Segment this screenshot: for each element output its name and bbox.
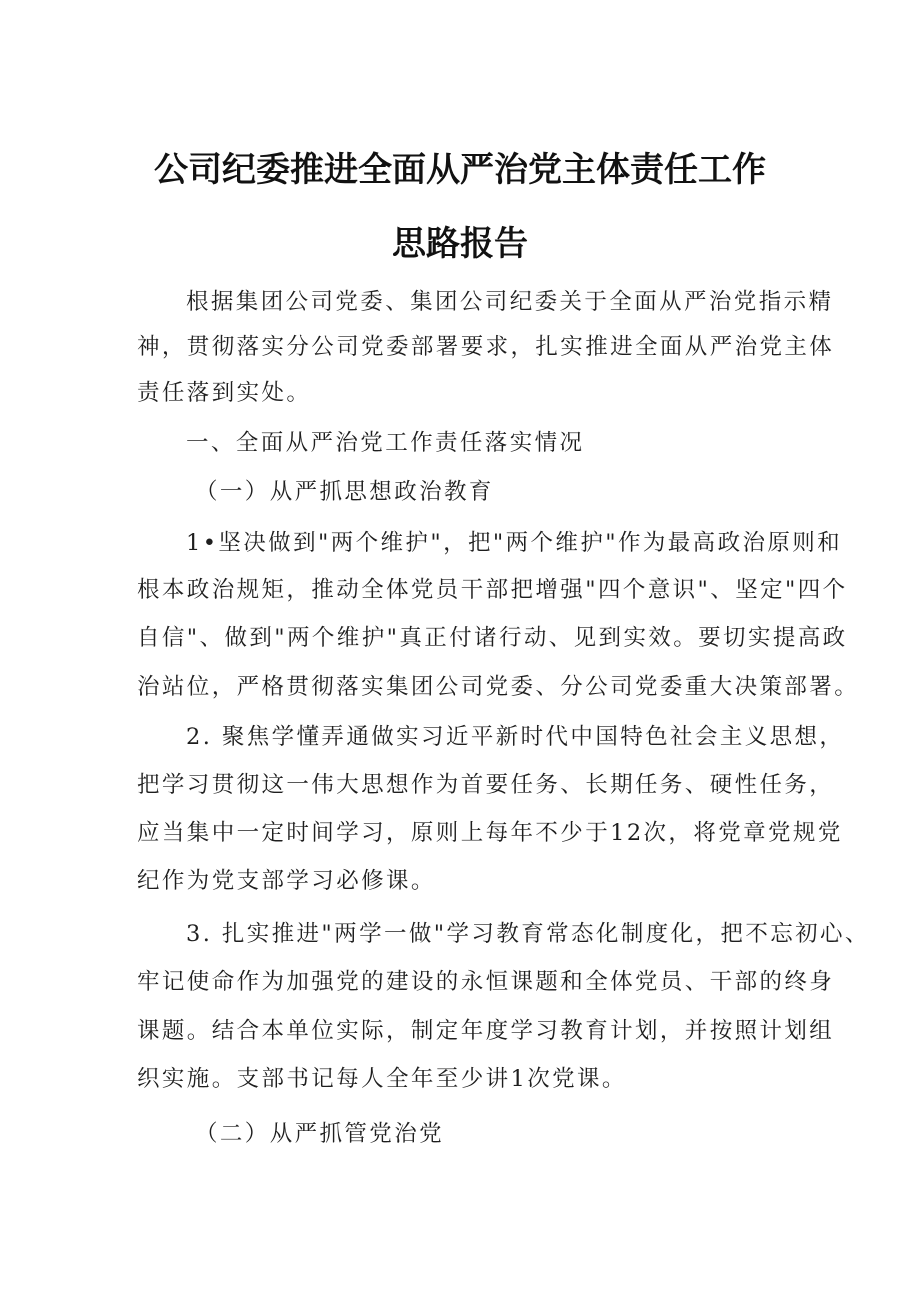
paragraph-line: 根本政治规矩，推动全体党员干部把增强"四个意识"、坚定"四个 (137, 577, 848, 603)
paragraph-line: 治站位，严格贯彻落实集团公司党委、分公司党委重大决策部署。 (137, 674, 860, 700)
document-title-line-2: 思路报告 (392, 224, 528, 264)
paragraph-line: 责任落到实处。 (137, 380, 312, 406)
paragraph-line: 应当集中一定时间学习，原则上每年不少于12次，将党章党规党 (137, 820, 843, 846)
document-title-line-1: 公司纪委推进全面从严治党主体责任工作 (154, 150, 766, 190)
paragraph-line: 3. 扎实推进"两学一做"学习教育常态化制度化，把不忘初心、 (186, 921, 870, 947)
paragraph-line: 2. 聚焦学懂弄通做实习近平新时代中国特色社会主义思想， (186, 724, 845, 750)
paragraph-line: 神，贯彻落实分公司党委部署要求，扎实推进全面从严治党主体 (137, 334, 835, 360)
paragraph-line: 牢记使命作为加强党的建设的永恒课题和全体党员、干部的终身 (137, 969, 835, 995)
subsection-heading: （一）从严抓思想政治教育 (195, 479, 494, 505)
section-heading: 一、全面从严治党工作责任落实情况 (186, 430, 585, 456)
paragraph-line: 自信"、做到"两个维护"真正付诸行动、见到实效。要切实提高政 (137, 625, 848, 651)
paragraph-line: 纪作为党支部学习必修课。 (137, 868, 436, 894)
paragraph-line: 织实施。支部书记每人全年至少讲1次党课。 (137, 1066, 627, 1092)
subsection-heading: （二）从严抓管党治党 (195, 1121, 445, 1147)
paragraph-line: 根据集团公司党委、集团公司纪委关于全面从严治党指示精 (186, 289, 834, 315)
paragraph-line: 课题。结合本单位实际，制定年度学习教育计划，并按照计划组 (137, 1018, 835, 1044)
paragraph-line: 1•坚决做到"两个维护"，把"两个维护"作为最高政治原则和 (186, 530, 843, 556)
paragraph-line: 把学习贯彻这一伟大思想作为首要任务、长期任务、硬性任务， (137, 772, 835, 798)
